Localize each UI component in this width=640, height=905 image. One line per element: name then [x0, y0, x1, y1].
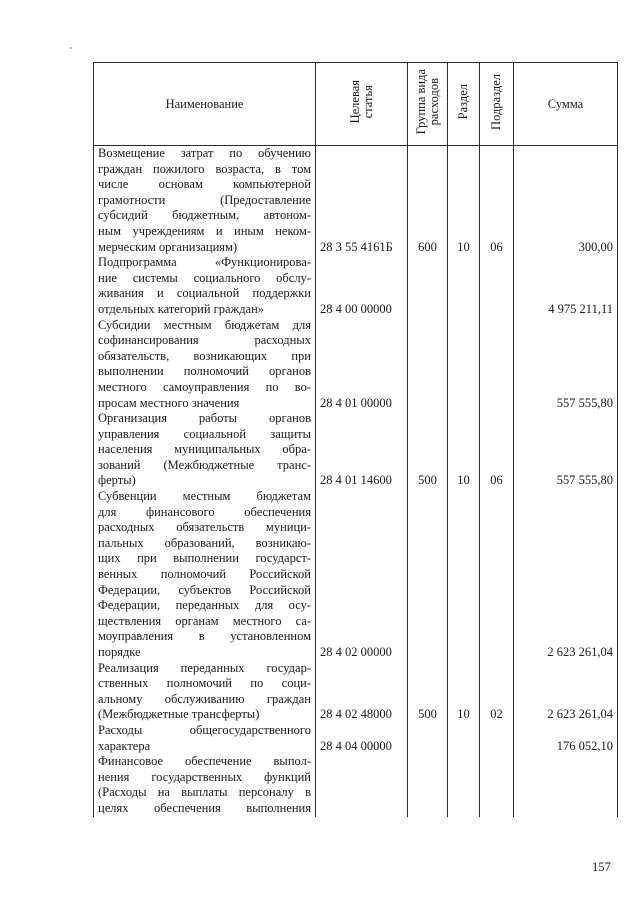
row-subsection — [480, 489, 514, 661]
row-expense-group — [408, 255, 448, 317]
row-name-line: для финансового обеспечения — [98, 504, 311, 519]
row-name-line: альному обслуживанию граждан — [98, 691, 311, 706]
row-name-line: характера — [98, 738, 151, 753]
row-name-line: (Расходы на выплаты персоналу в — [98, 785, 311, 800]
row-section: 10 — [448, 661, 480, 723]
header-sum: Сумма — [514, 63, 618, 146]
row-sum — [514, 754, 618, 816]
row-sum: 2 623 261,04 — [514, 661, 618, 723]
row-name-line: щих при выполнении государст- — [98, 551, 311, 566]
row-name — [94, 489, 316, 661]
row-sum: 2 623 261,04 — [514, 489, 618, 661]
row-name-line: Расходы общегосударственного — [98, 722, 311, 737]
row-name-line: (Межбюджетные трансферты) — [98, 707, 260, 722]
row-name-line: ществления органам местного са- — [98, 613, 311, 628]
row-name — [94, 661, 316, 723]
row-section — [448, 489, 480, 661]
row-section — [448, 723, 480, 754]
row-name-line: ние системы социального обслу- — [98, 270, 311, 285]
row-subsection — [480, 318, 514, 412]
row-name-line: Субсидии местным бюджетам для — [98, 317, 311, 332]
row-expense-group: 500 — [408, 661, 448, 723]
row-name — [94, 146, 316, 256]
row-name-line: живания и социальной поддержки — [98, 286, 311, 301]
row-name-line: целях обеспечения выполнения — [98, 800, 311, 815]
table-row — [94, 489, 618, 661]
row-name-line: числе основам компьютерной — [98, 177, 311, 192]
row-name-line: пальных образований, возникаю- — [98, 535, 311, 550]
row-sum: 300,00 — [514, 146, 618, 256]
table-row — [94, 661, 618, 723]
row-target-article: 28 4 01 14600 — [316, 411, 408, 489]
row-name-line: Субвенции местным бюджетам — [98, 489, 311, 504]
row-name-line: управления социальной защиты — [98, 426, 311, 441]
row-name-line: Федерации, переданных для осу- — [98, 598, 311, 613]
table-row — [94, 318, 618, 412]
row-name — [94, 255, 316, 317]
table-body — [94, 146, 618, 817]
row-name — [94, 754, 316, 816]
row-target-article — [316, 754, 408, 816]
row-expense-group: 600 — [408, 146, 448, 256]
row-section — [448, 754, 480, 816]
row-name — [94, 318, 316, 412]
row-name-line: выполнении полномочий органов — [98, 364, 311, 379]
table-row — [94, 411, 618, 489]
row-expense-group — [408, 723, 448, 754]
row-section: 10 — [448, 411, 480, 489]
table-row — [94, 146, 618, 256]
row-name-line: населения муниципальных обра- — [98, 442, 311, 457]
row-sum: 557 555,80 — [514, 411, 618, 489]
row-subsection: 06 — [480, 411, 514, 489]
row-sum: 4 975 211,11 — [514, 255, 618, 317]
row-expense-group — [408, 318, 448, 412]
row-name-line: Организация работы органов — [98, 411, 311, 426]
row-name-line: моуправления в установленном — [98, 629, 311, 644]
budget-table — [93, 62, 618, 817]
row-name-line: Финансовое обеспечение выпол- — [98, 754, 311, 769]
row-subsection — [480, 723, 514, 754]
header-name: Наименование — [94, 63, 316, 146]
page-number: 157 — [592, 860, 611, 874]
scan-speck — [70, 47, 72, 49]
row-name-line: грамотности (Предоставление — [98, 192, 311, 207]
row-sum: 176 052,10 — [514, 723, 618, 754]
row-name-line: расходных обязательств муници- — [98, 520, 311, 535]
row-name-line: Подпрограмма «Функционирова- — [98, 255, 311, 270]
row-subsection: 06 — [480, 146, 514, 256]
row-name-line: нения государственных функций — [98, 769, 311, 784]
row-target-article: 28 4 02 48000 — [316, 661, 408, 723]
row-name-line: мерческим организациям) — [98, 239, 238, 254]
row-subsection — [480, 255, 514, 317]
row-name-line: Федерации, субъектов Российской — [98, 582, 311, 597]
row-expense-group — [408, 489, 448, 661]
header-section: Раздел — [448, 63, 480, 146]
row-name-line: зований (Межбюджетные транс- — [98, 457, 311, 472]
row-sum: 557 555,80 — [514, 318, 618, 412]
row-name-line: просам местного значения — [98, 395, 240, 410]
row-target-article: 28 4 04 00000 — [316, 723, 408, 754]
header-subsection: Подраздел — [480, 63, 514, 146]
row-section: 10 — [448, 146, 480, 256]
row-target-article: 28 3 55 4161Б — [316, 146, 408, 256]
row-name-line: Реализация переданных государ- — [98, 660, 311, 675]
table-row — [94, 255, 618, 317]
row-target-article: 28 4 00 00000 — [316, 255, 408, 317]
row-name-line: местного самоуправления по во- — [98, 379, 311, 394]
table-row — [94, 754, 618, 816]
table-row — [94, 723, 618, 754]
table-header-row — [94, 63, 618, 146]
row-name-line: Возмещение затрат по обучению — [98, 146, 311, 160]
row-subsection: 02 — [480, 661, 514, 723]
row-section — [448, 318, 480, 412]
row-target-article: 28 4 01 00000 — [316, 318, 408, 412]
row-name-line: обязательств, возникающих при — [98, 348, 311, 363]
header-target-article: Целевая статья — [316, 63, 408, 146]
row-name — [94, 411, 316, 489]
row-name-line: ным учреждениям и иным неком- — [98, 223, 311, 238]
row-expense-group: 500 — [408, 411, 448, 489]
row-expense-group — [408, 754, 448, 816]
row-name-line: граждан пожилого возраста, в том — [98, 161, 311, 176]
row-target-article: 28 4 02 00000 — [316, 489, 408, 661]
row-subsection — [480, 754, 514, 816]
row-name-line: отдельных категорий граждан» — [98, 301, 265, 316]
row-name — [94, 723, 316, 754]
row-name-line: ственных полномочий по соци- — [98, 676, 311, 691]
row-name-line: ферты) — [98, 473, 136, 488]
row-name-line: порядке — [98, 645, 141, 659]
row-section — [448, 255, 480, 317]
row-name-line: софинансирования расходных — [98, 333, 311, 348]
header-expense-group: Группа вида расходов — [408, 63, 448, 146]
row-name-line: венных полномочий Российской — [98, 567, 311, 582]
row-name-line: субсидий бюджетным, автоном- — [98, 208, 311, 223]
